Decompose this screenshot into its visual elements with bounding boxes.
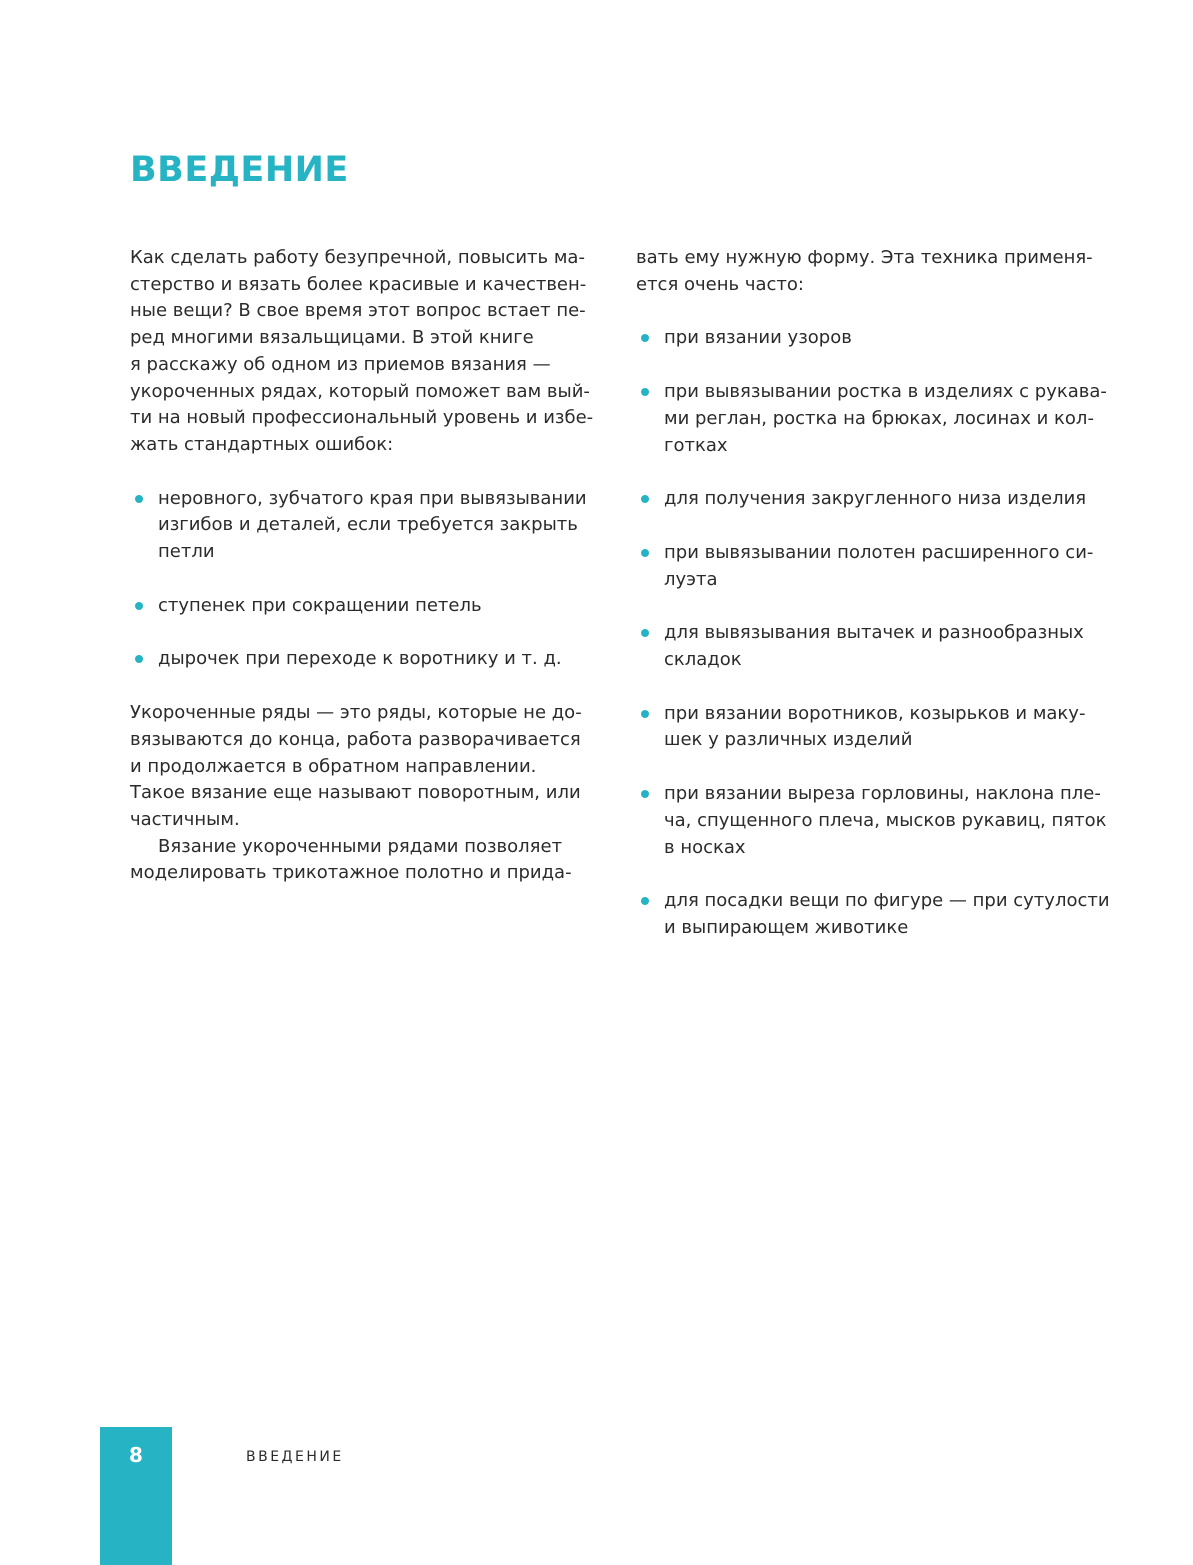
list-item [636, 781, 1116, 861]
text-line: ется очень часто: [636, 273, 804, 295]
text-line: складок [664, 649, 742, 671]
bullet-icon [641, 388, 649, 396]
text-line: я расскажу об одном из приемов вязания — [130, 353, 551, 375]
text-line: луэта [664, 568, 718, 590]
text-line: стерство и вязать более красивые и качествен- [130, 273, 587, 295]
text-line: и выпирающем животике [664, 916, 909, 938]
text-line: ти на новый профессиональный уровень и избе- [130, 407, 594, 429]
technique-paragraph [130, 834, 610, 887]
bullet-icon [641, 710, 649, 718]
list-item [636, 379, 1116, 459]
text-line: дырочек при переходе к воротнику и т. д. [158, 648, 562, 670]
text-line: изгибов и деталей, если требуется закрыть [158, 514, 578, 536]
text-line: частичным. [130, 808, 240, 830]
list-item [636, 888, 1116, 941]
uses-list [636, 325, 1116, 941]
bullet-icon [135, 495, 143, 503]
bullet-icon [641, 334, 649, 342]
text-line: ные вещи? В свое время этот вопрос встает пе- [130, 300, 586, 322]
page-number: 8 [129, 1443, 143, 1467]
text-line: для получения закругленного низа изделия [664, 488, 1087, 510]
text-line: ред многими вязальщицами. В этой книге [130, 327, 534, 349]
errors-list [130, 486, 610, 674]
right-column [636, 245, 1116, 969]
list-item [636, 486, 1116, 513]
list-item [636, 620, 1116, 673]
text-line: жать стандартных ошибок: [130, 433, 394, 455]
text-line: укороченных рядах, который поможет вам вый- [130, 380, 590, 402]
bullet-icon [135, 602, 143, 610]
text-line: ступенек при сокращении петель [158, 594, 482, 616]
bullet-icon [641, 495, 649, 503]
page-number-tab [100, 1427, 172, 1565]
bullet-icon [641, 897, 649, 905]
bullet-icon [641, 629, 649, 637]
text-line: ча, спущенного плеча, мысков рукавиц, пяток [664, 809, 1107, 831]
list-item [636, 701, 1116, 754]
running-head: ВВЕДЕНИЕ [246, 1449, 344, 1465]
text-line: при вязании воротников, козырьков и маку- [664, 702, 1086, 724]
definition-paragraph [130, 700, 610, 834]
list-item [636, 540, 1116, 593]
text-line: шек у различных изделий [664, 729, 913, 751]
text-line: петли [158, 541, 215, 563]
list-item [130, 486, 610, 566]
text-line: в носках [664, 836, 746, 858]
bullet-icon [641, 790, 649, 798]
text-line: при вывязывании полотен расширенного си- [664, 541, 1094, 563]
bullet-icon [641, 549, 649, 557]
bullet-icon [135, 655, 143, 663]
list-item [130, 646, 610, 673]
text-line: вязываются до конца, работа разворачивается [130, 728, 581, 750]
text-line: Вязание укороченными рядами позволяет [158, 835, 563, 857]
text-line: ми реглан, ростка на брюках, лосинах и кол- [664, 407, 1094, 429]
text-line: вать ему нужную форму. Эта техника применя- [636, 247, 1093, 268]
text-line: готках [664, 434, 728, 456]
text-line: для вывязывания вытачек и разнообразных [664, 622, 1084, 644]
text-line: при вязании выреза горловины, наклона пле- [664, 783, 1101, 805]
text-line: при вязании узоров [664, 327, 852, 349]
text-line: моделировать трикотажное полотно и прида- [130, 862, 572, 884]
text-line: Укороченные ряды — это ряды, которые не до- [130, 702, 582, 724]
text-line: Такое вязание еще называют поворотным, или [130, 782, 581, 804]
list-item [636, 325, 1116, 352]
continued-paragraph [636, 245, 1116, 298]
chapter-heading: ВВЕДЕНИЕ [130, 150, 349, 190]
text-line: и продолжается в обратном направлении. [130, 755, 537, 777]
text-line: при вывязывании ростка в изделиях с рукава- [664, 381, 1107, 403]
text-line: для посадки вещи по фигуре — при сутулости [664, 890, 1110, 912]
left-column [130, 245, 610, 887]
intro-paragraph [130, 245, 610, 459]
text-line: неровного, зубчатого края при вывязывании [158, 487, 587, 509]
list-item [130, 593, 610, 620]
text-line: Как сделать работу безупречной, повысить ма- [130, 247, 585, 268]
